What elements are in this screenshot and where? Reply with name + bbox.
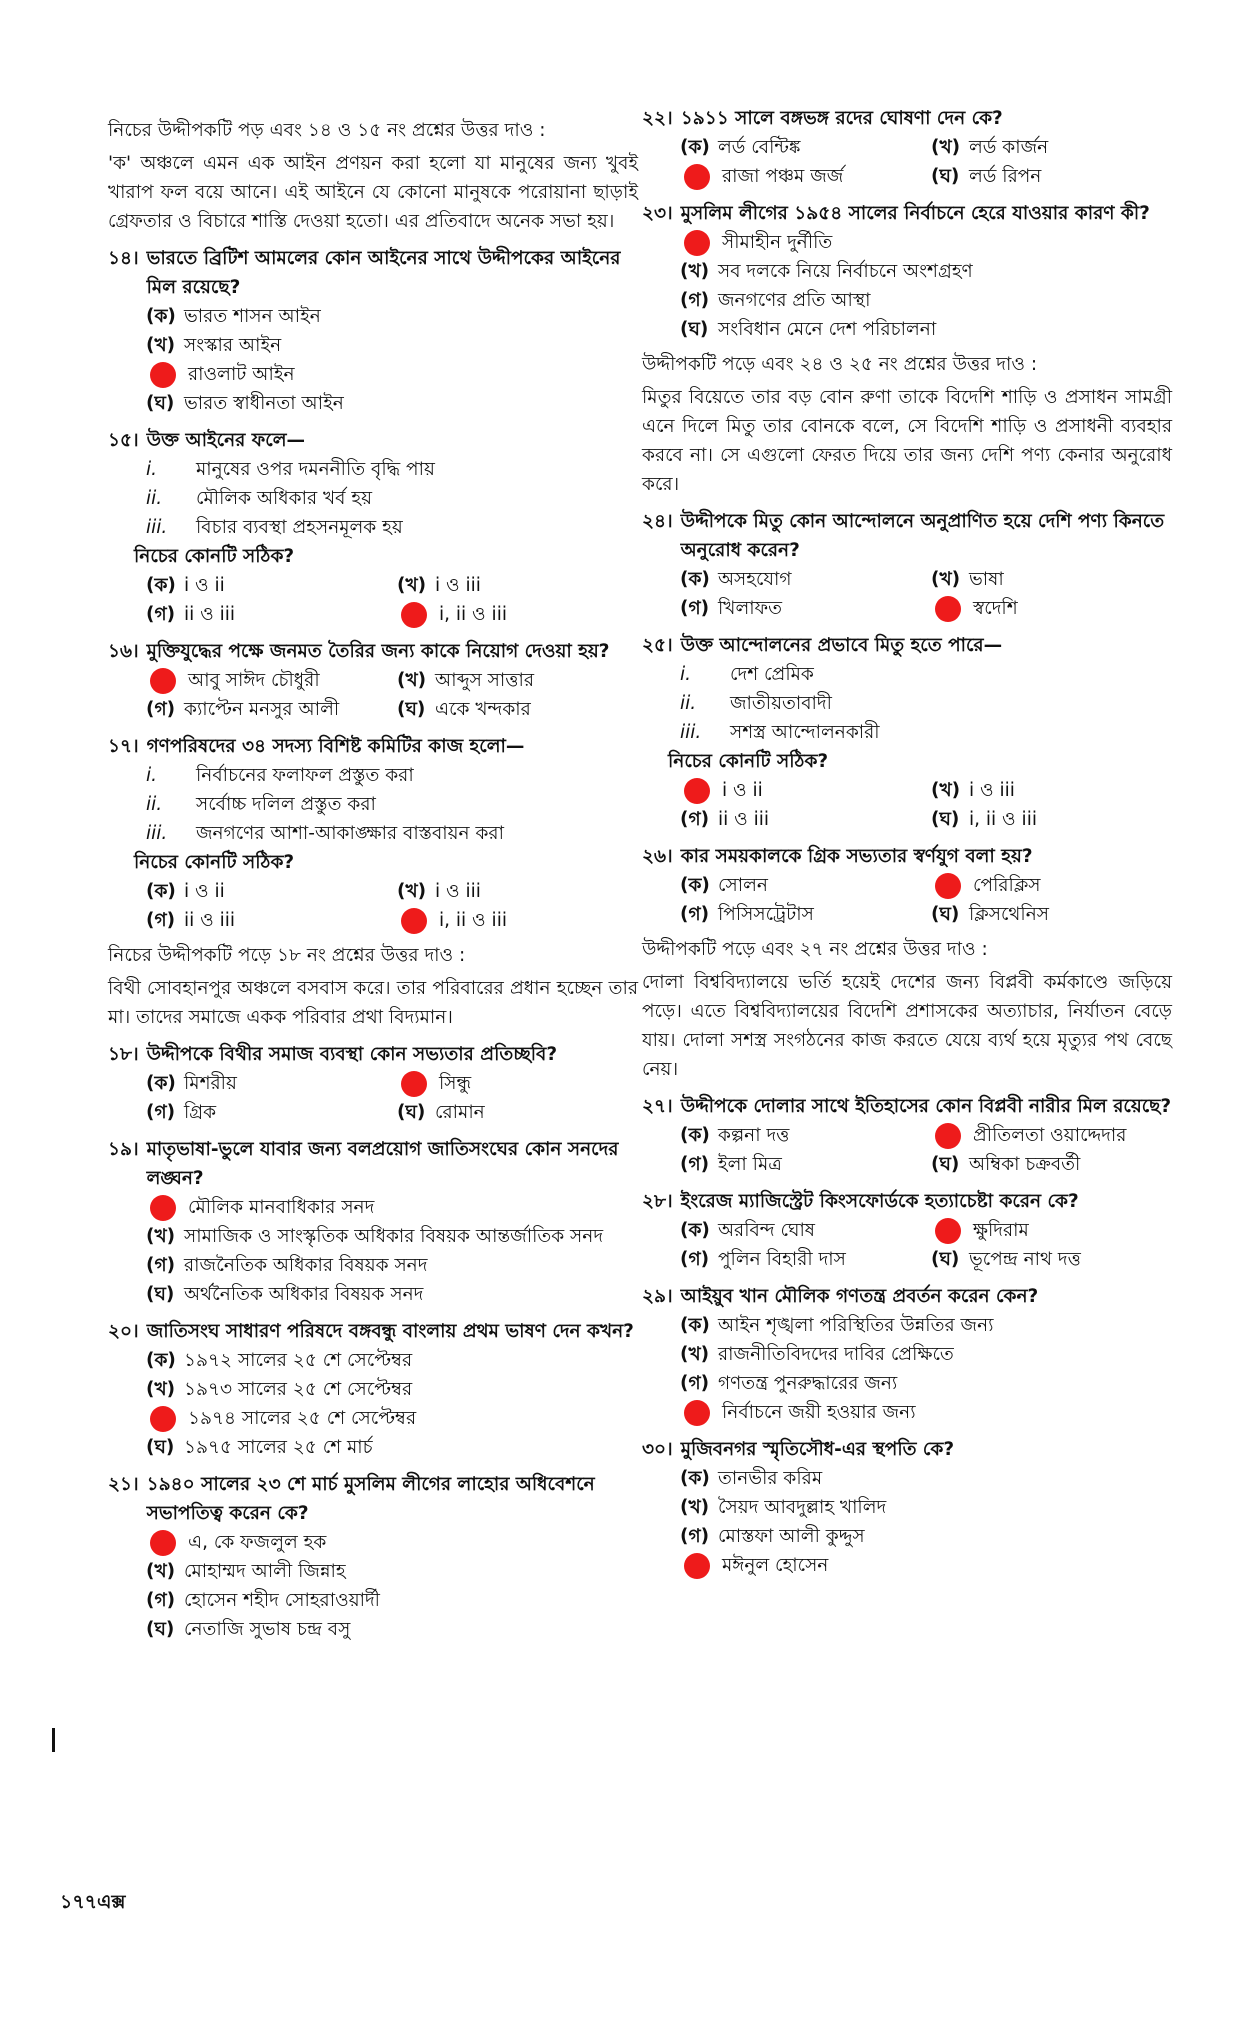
option[interactable]: (ঘ) ভারত স্বাধীনতা আইন (146, 393, 344, 414)
question-text: ইংরেজ ম্যাজিস্ট্রেট কিংসফোর্ডকে হত্যাচেষ্টা করেন কে? (680, 1191, 1079, 1212)
option[interactable]: (ঘ) i, ii ও iii (931, 809, 1037, 830)
question-22 (642, 104, 1172, 191)
option[interactable]: (ক) অসহযোগ (680, 569, 792, 590)
option[interactable]: (গ) মোস্তফা আলী কুদ্দুস (680, 1526, 865, 1547)
answer-mark-icon (150, 1406, 176, 1432)
option[interactable]: (গ) গণতন্ত্র পুনরুদ্ধারের জন্য (680, 1373, 898, 1394)
option[interactable]: (ক) ১৯৭২ সালের ২৫ শে সেপ্টেম্বর (146, 1350, 413, 1371)
option[interactable]: (গ) পুলিন বিহারী দাস (680, 1249, 846, 1270)
statement: i. নির্বাচনের ফলাফল প্রস্তুত করা (146, 765, 414, 786)
option[interactable]: (ঘ) নেতাজি সুভাষ চন্দ্র বসু (146, 1619, 351, 1640)
question-text: মুসলিম লীগের ১৯৫৪ সালের নির্বাচনে হেরে যাওয়ার কারণ কী? (680, 203, 1150, 224)
question-text: উদ্দীপকে মিতু কোন আন্দোলনে অনুপ্রাণিত হয়ে দেশি পণ্য কিনতে অনুরোধ করেন? (680, 511, 1165, 561)
stimulus-text: 'ক' অঞ্চলে এমন এক আইন প্রণয়ন করা হলো যা মানুষের জন্য খুবই খারাপ ফল বয়ে আনে। এই আইনে যে কোনো মানুষকে পরোয়ানা ছাড়াই গ্রেফতার ও বিচারে শাস্তি দেওয়া হতো। এর প্রতিবাদে অনেক সভা হয়। (108, 153, 638, 232)
option-selected[interactable]: সিন্ধু (397, 1069, 638, 1098)
option[interactable]: (ক) i ও ii (146, 881, 225, 902)
statement: ii. মৌলিক অধিকার খর্ব হয় (146, 488, 372, 509)
option-selected[interactable]: মঈনুল হোসেন (680, 1551, 1172, 1580)
question-number: ২৮। (642, 1191, 673, 1212)
answer-mark-icon (935, 1123, 961, 1149)
question-number: ২৩। (642, 203, 673, 224)
which-correct-prompt: নিচের কোনটি সঠিক? (134, 546, 295, 567)
statement: i. দেশ প্রেমিক (680, 664, 814, 685)
option[interactable]: (গ) খিলাফত (680, 598, 782, 619)
statement: ii. জাতীয়তাবাদী (680, 693, 832, 714)
question-30 (642, 1435, 1172, 1580)
question-text: ১৯৪০ সালের ২৩ শে মার্চ মুসলিম লীগের লাহোর অধিবেশনে সভাপতিত্ব করেন কে? (146, 1474, 595, 1524)
option-selected[interactable]: স্বদেশি (931, 594, 1172, 623)
option-selected[interactable]: সীমাহীন দুর্নীতি (680, 228, 1172, 257)
question-text: ভারতে ব্রিটিশ আমলের কোন আইনের সাথে উদ্দীপকের আইনের মিল রয়েছে? (146, 248, 621, 298)
question-number: ২৬। (642, 846, 673, 867)
answer-mark-icon (150, 362, 176, 388)
option[interactable]: (খ) রাজনীতিবিদদের দাবির প্রেক্ষিতে (680, 1344, 954, 1365)
option[interactable]: (গ) রাজনৈতিক অধিকার বিষয়ক সনদ (146, 1255, 428, 1276)
option-selected[interactable]: ক্ষুদিরাম (931, 1216, 1172, 1245)
option[interactable]: (ক) মিশরীয় (146, 1073, 237, 1094)
answer-mark-icon (935, 596, 961, 622)
question-number: ২২। (642, 108, 673, 129)
option[interactable]: (গ) ইলা মিত্র (680, 1154, 782, 1175)
question-text: কার সময়কালকে গ্রিক সভ্যতার স্বর্ণযুগ বলা হয়? (680, 846, 1033, 867)
question-text: আইয়ুব খান মৌলিক গণতন্ত্র প্রবর্তন করেন কেন? (680, 1286, 1039, 1307)
statement: iii. সশস্ত্র আন্দোলনকারী (680, 722, 880, 743)
question-number: ১৮। (108, 1044, 139, 1065)
answer-mark-icon (150, 1195, 176, 1221)
option[interactable]: (ঘ) লর্ড রিপন (931, 166, 1042, 187)
margin-mark (52, 1728, 55, 1752)
option[interactable]: (গ) হোসেন শহীদ সোহরাওয়ার্দী (146, 1590, 380, 1611)
question-14 (108, 244, 638, 418)
question-25 (642, 631, 1172, 834)
question-19 (108, 1135, 638, 1309)
left-column (108, 110, 638, 1650)
question-number: ২৫। (642, 635, 673, 656)
question-number: ২১। (108, 1474, 139, 1495)
stimulus-heading: উদ্দীপকটি পড়ে এবং ২৪ ও ২৫ নং প্রশ্নের উত্তর দাও : (642, 354, 1038, 375)
question-text: উদ্দীপকে দোলার সাথে ইতিহাসের কোন বিপ্লবী নারীর মিল রয়েছে? (680, 1096, 1172, 1117)
answer-mark-icon (684, 164, 710, 190)
option-selected[interactable]: আবু সাঈদ চৌধুরী (146, 666, 387, 695)
question-number: ২৭। (642, 1096, 673, 1117)
option-selected[interactable]: i, ii ও iii (397, 600, 638, 629)
option[interactable]: (ক) আইন শৃঙ্খলা পরিস্থিতির উন্নতির জন্য (680, 1315, 994, 1336)
option[interactable]: (ক) লর্ড বেন্টিঙ্ক (680, 137, 801, 158)
option[interactable]: (ক) অরবিন্দ ঘোষ (680, 1220, 816, 1241)
statement: i. মানুষের ওপর দমননীতি বৃদ্ধি পায় (146, 459, 435, 480)
stimulus-text: দোলা বিশ্ববিদ্যালয়ে ভর্তি হয়েই দেশের জন্য বিপ্লবী কর্মকাণ্ডে জড়িয়ে পড়ে। এতে বিশ্ববিদ্যালয়ের বিদেশি প্রশাসকের অত্যাচার, নির্যাতন বেড়ে যায়। দোলা সশস্ত্র সংগঠনের কাজ করতে যেয়ে ব্যর্থ হয়ে মৃত্যুর পথ বেছে নেয়। (642, 972, 1172, 1080)
question-number: ১৯। (108, 1139, 139, 1160)
question-28 (642, 1187, 1172, 1274)
question-number: ২০। (108, 1321, 139, 1342)
which-correct-prompt: নিচের কোনটি সঠিক? (134, 852, 295, 873)
question-27 (642, 1092, 1172, 1179)
question-number: ১৭। (108, 736, 139, 757)
option[interactable]: (ক) i ও ii (146, 575, 225, 596)
answer-mark-icon (684, 1553, 710, 1579)
question-text: উক্ত আন্দোলনের প্রভাবে মিতু হতে পারে— (680, 635, 1003, 656)
option[interactable]: (খ) সব দলকে নিয়ে নির্বাচনে অংশগ্রহণ (680, 261, 973, 282)
question-number: ২৯। (642, 1286, 673, 1307)
question-text: মুক্তিযুদ্ধের পক্ষে জনমত তৈরির জন্য কাকে নিয়োগ দেওয়া হয়? (146, 641, 610, 662)
answer-mark-icon (935, 1218, 961, 1244)
option[interactable]: (খ) আব্দুস সাত্তার (397, 670, 535, 691)
option[interactable]: (ক) তানভীর করিম (680, 1468, 823, 1489)
option[interactable]: (গ) ক্যাপ্টেন মনসুর আলী (146, 699, 340, 720)
right-column (642, 110, 1172, 1586)
statement: ii. সর্বোচ্চ দলিল প্রস্তুত করা (146, 794, 376, 815)
answer-mark-icon (684, 230, 710, 256)
answer-mark-icon (935, 873, 961, 899)
option-selected[interactable]: নির্বাচনে জয়ী হওয়ার জন্য (680, 1398, 1172, 1427)
question-26 (642, 842, 1172, 929)
option[interactable]: (খ) ১৯৭৩ সালের ২৫ শে সেপ্টেম্বর (146, 1379, 413, 1400)
option[interactable]: (গ) গ্রিক (146, 1102, 217, 1123)
question-20 (108, 1317, 638, 1462)
option-selected[interactable]: ১৯৭৪ সালের ২৫ শে সেপ্টেম্বর (146, 1404, 638, 1433)
question-15 (108, 426, 638, 629)
option[interactable]: (খ) সৈয়দ আবদুল্লাহ খালিদ (680, 1497, 887, 1518)
option[interactable]: (গ) জনগণের প্রতি আস্থা (680, 290, 871, 311)
option[interactable]: (ঘ) ১৯৭৫ সালের ২৫ শে মার্চ (146, 1437, 373, 1458)
question-number: ১৪। (108, 248, 139, 269)
question-number: ৩০। (642, 1439, 673, 1460)
question-text: গণপরিষদের ৩৪ সদস্য বিশিষ্ট কমিটির কাজ হলো— (146, 736, 525, 757)
option[interactable]: (ঘ) সংবিধান মেনে দেশ পরিচালনা (680, 319, 937, 340)
option-selected[interactable]: রাওলাট আইন (146, 360, 638, 389)
statement: iii. জনগণের আশা-আকাঙ্ক্ষার বাস্তবায়ন করা (146, 823, 504, 844)
option[interactable]: (ঘ) একে খন্দকার (397, 699, 531, 720)
question-21 (108, 1470, 638, 1644)
stimulus-heading: নিচের উদ্দীপকটি পড় এবং ১৪ ও ১৫ নং প্রশ্নের উত্তর দাও : (108, 120, 546, 141)
option[interactable]: (খ) i ও iii (397, 575, 481, 596)
option-selected[interactable]: i, ii ও iii (397, 906, 638, 935)
answer-mark-icon (150, 1530, 176, 1556)
question-text: জাতিসংঘ সাধারণ পরিষদে বঙ্গবন্ধু বাংলায় প্রথম ভাষণ দেন কখন? (146, 1321, 634, 1342)
question-text: উক্ত আইনের ফলে— (146, 430, 305, 451)
option-selected[interactable]: পেরিক্লিস (931, 871, 1172, 900)
answer-mark-icon (684, 778, 710, 804)
answer-mark-icon (684, 1400, 710, 1426)
option[interactable]: (ক) ভারত শাসন আইন (146, 306, 321, 327)
question-number: ২৪। (642, 511, 673, 532)
option[interactable]: (ঘ) অম্বিকা চক্রবর্তী (931, 1154, 1081, 1175)
question-18 (108, 1040, 638, 1127)
answer-mark-icon (401, 908, 427, 934)
answer-mark-icon (150, 668, 176, 694)
which-correct-prompt: নিচের কোনটি সঠিক? (668, 751, 829, 772)
option[interactable]: (খ) মোহাম্মদ আলী জিন্নাহ (146, 1561, 346, 1582)
question-number: ১৬। (108, 641, 139, 662)
stimulus-text: বিথী সোবহানপুর অঞ্চলে বসবাস করে। তার পরিবারের প্রধান হচ্ছেন তার মা। তাদের সমাজে একক পরিবার প্রথা বিদ্যমান। (108, 978, 638, 1028)
page-footer-code: ১৭৭এক্স (60, 1891, 126, 1913)
question-number: ১৫। (108, 430, 139, 451)
answer-mark-icon (401, 1071, 427, 1097)
stimulus-text: মিতুর বিয়েতে তার বড় বোন রুণা তাকে বিদেশি শাড়ি ও প্রসাধন সামগ্রী এনে দিলে মিতু তার বোনকে বলে, সে বিদেশি শাড়ি ও প্রসাধনী ব্যবহার করবে না। সে এগুলো ফেরত দিয়ে তার জন্য দেশি পণ্য কেনার অনুরোধ করে। (642, 387, 1172, 495)
option[interactable]: (গ) ii ও iii (680, 809, 770, 830)
question-16 (108, 637, 638, 724)
option[interactable]: (গ) পিসিসট্রেটাস (680, 904, 814, 925)
answer-mark-icon (401, 602, 427, 628)
option[interactable]: (গ) ii ও iii (146, 910, 236, 931)
stimulus-heading: উদ্দীপকটি পড়ে এবং ২৭ নং প্রশ্নের উত্তর দাও : (642, 939, 988, 960)
question-17 (108, 732, 638, 935)
option[interactable]: (খ) সংস্কার আইন (146, 335, 282, 356)
option-selected[interactable]: মৌলিক মানবাধিকার সনদ (146, 1193, 638, 1222)
option[interactable]: (ঘ) রোমান (397, 1102, 485, 1123)
question-23 (642, 199, 1172, 344)
question-text: উদ্দীপকে বিথীর সমাজ ব্যবস্থা কোন সভ্যতার প্রতিচ্ছবি? (146, 1044, 558, 1065)
option[interactable]: (খ) লর্ড কার্জন (931, 137, 1049, 158)
question-24 (642, 507, 1172, 623)
question-text: মাতৃভাষা-ভুলে যাবার জন্য বলপ্রয়োগ জাতিসংঘের কোন সনদের লঙ্ঘন? (146, 1139, 619, 1189)
option[interactable]: (ঘ) ক্লিসথেনিস (931, 904, 1049, 925)
stimulus-heading: নিচের উদ্দীপকটি পড়ে ১৮ নং প্রশ্নের উত্তর দাও : (108, 945, 466, 966)
question-29 (642, 1282, 1172, 1427)
option[interactable]: (খ) ভাষা (931, 569, 1004, 590)
question-text: ১৯১১ সালে বঙ্গভঙ্গ রদের ঘোষণা দেন কে? (680, 108, 1003, 129)
option[interactable]: (খ) সামাজিক ও সাংস্কৃতিক অধিকার বিষয়ক আন্তর্জাতিক সনদ (146, 1226, 604, 1247)
statement: iii. বিচার ব্যবস্থা প্রহসনমূলক হয় (146, 517, 403, 538)
option[interactable]: (ঘ) ভূপেন্দ্র নাথ দত্ত (931, 1249, 1081, 1270)
question-text: মুজিবনগর স্মৃতিসৌধ-এর স্থপতি কে? (680, 1439, 955, 1460)
option[interactable]: (গ) ii ও iii (146, 604, 236, 625)
option[interactable]: (ক) সোলন (680, 875, 768, 896)
option-selected[interactable]: রাজা পঞ্চম জর্জ (680, 162, 921, 191)
option[interactable]: (খ) i ও iii (397, 881, 481, 902)
option-selected[interactable]: i ও ii (680, 776, 921, 805)
option[interactable]: (ক) কল্পনা দত্ত (680, 1125, 790, 1146)
option-selected[interactable]: এ, কে ফজলুল হক (146, 1528, 638, 1557)
option[interactable]: (খ) i ও iii (931, 780, 1015, 801)
option-selected[interactable]: প্রীতিলতা ওয়াদ্দেদার (931, 1121, 1172, 1150)
option[interactable]: (ঘ) অর্থনৈতিক অধিকার বিষয়ক সনদ (146, 1284, 424, 1305)
